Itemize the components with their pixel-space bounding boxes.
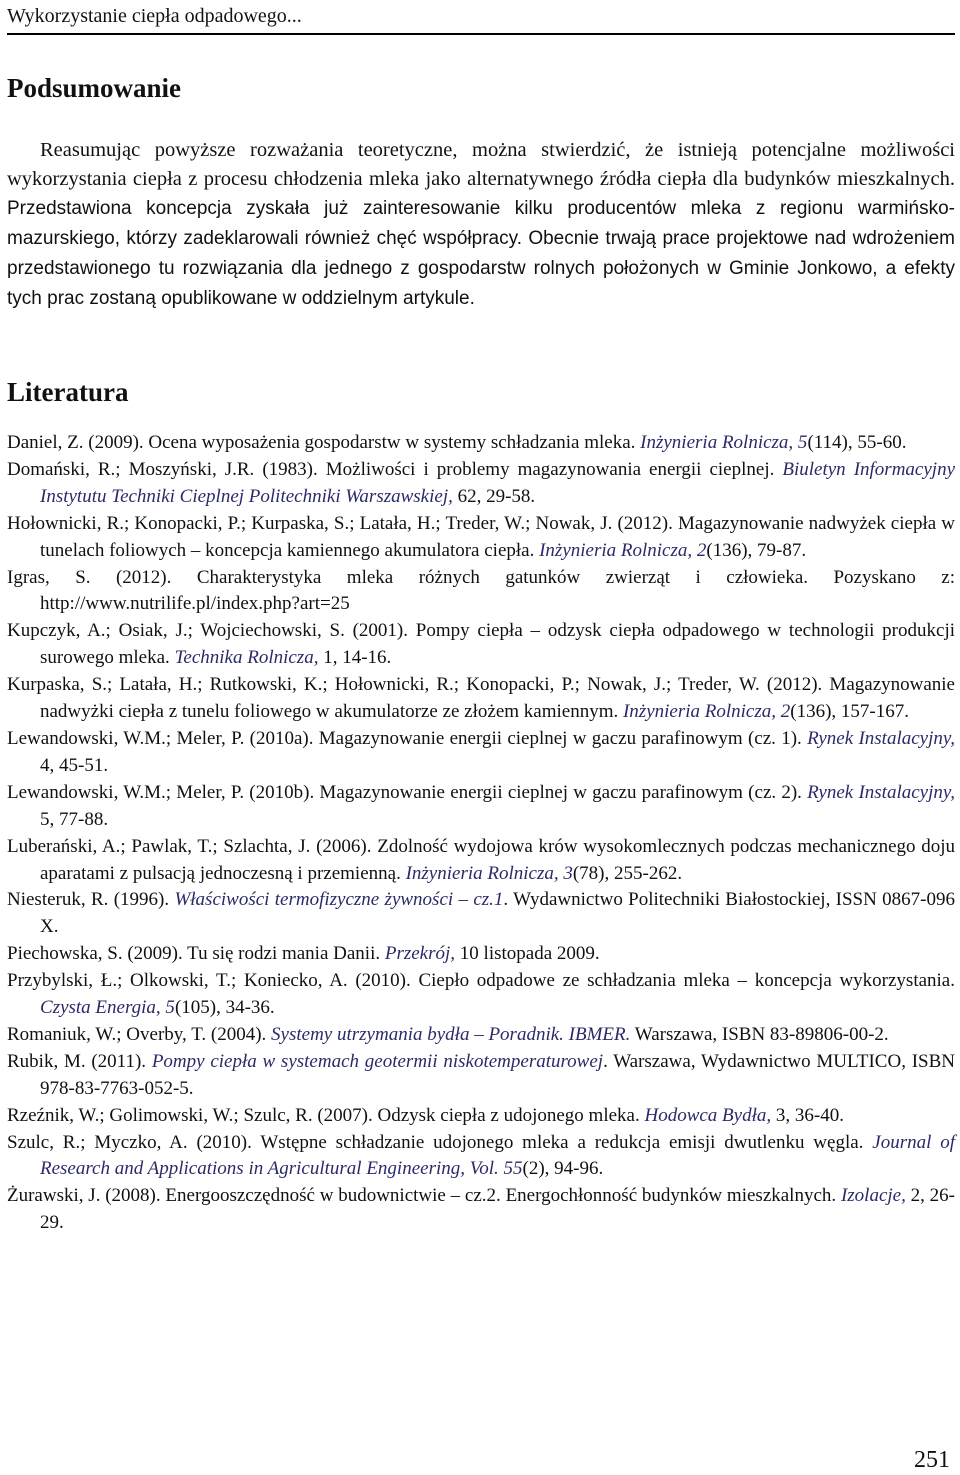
reference-details: 5, 77-88. xyxy=(40,808,109,830)
reference-source: Inżynieria Rolnicza, 3 xyxy=(405,862,573,884)
reference-item xyxy=(7,1183,955,1237)
reference-source: Rynek Instalacyjny, xyxy=(807,727,955,749)
reference-source: Przekrój, xyxy=(384,943,456,965)
reference-source: Hodowca Bydła, xyxy=(644,1104,772,1126)
reference-source: Journal of Research and Applications in Agricultural Engineering, Vol. 55 xyxy=(40,1131,955,1180)
reference-text: Piechowska, S. (2009). Tu się rodzi mania Danii. xyxy=(7,943,385,965)
reference-source: Inżynieria Rolnicza, 5 xyxy=(640,432,808,453)
reference-text: Luberański, A.; Pawlak, T.; Szlachta, J. (2006). Zdolność wydojowa krów wysokomlecznych podczas mechanicznego doju aparatami z pulsacją jednoczesną i przemienną. xyxy=(7,835,955,884)
reference-item xyxy=(7,780,955,834)
reference-item xyxy=(7,457,955,511)
reference-source: Pompy ciepła w systemach geotermii niskotemperaturowej xyxy=(151,1050,604,1072)
reference-item xyxy=(7,565,955,619)
reference-source: Izolacje, xyxy=(840,1185,906,1207)
reference-item xyxy=(7,887,955,941)
reference-text: Kurpaska, S.; Latała, H.; Rutkowski, K.; Hołownicki, R.; Konopacki, P.; Nowak, J.; Treder, W. (2012). Magazynowanie nadwyżki ciepła z tunelu foliowego w akumulatorze ze złożem kamiennym. xyxy=(7,674,955,723)
reference-text: Romaniuk, W.; Overby, T. (2004). xyxy=(7,1023,272,1045)
reference-details: (78), 255-262. xyxy=(572,862,683,884)
reference-item xyxy=(7,618,955,672)
reference-text: Rzeźnik, W.; Golimowski, W.; Szulc, R. (2007). Odzysk ciepła z udojonego mleka. xyxy=(7,1104,645,1126)
reference-source: Inżynieria Rolnicza, 2 xyxy=(622,701,791,723)
reference-details: (136), 157-167. xyxy=(790,701,909,723)
reference-text: Szulc, R.; Myczko, A. (2010). Wstępne schładzanie udojonego mleka a redukcja emisji dwutlenku węgla. xyxy=(7,1131,873,1153)
reference-item xyxy=(7,1022,955,1049)
reference-text: Rubik, M. (2011). xyxy=(7,1050,152,1072)
reference-item xyxy=(7,1049,955,1103)
reference-text: Domański, R.; Moszyński, J.R. (1983). Możliwości i problemy magazynowania energii cieplnej. xyxy=(7,458,783,480)
reference-source: Właściwości termofizyczne żywności – cz.1 xyxy=(174,889,504,911)
reference-item xyxy=(7,672,955,726)
reference-source: Rynek Instalacyjny, xyxy=(807,781,955,803)
reference-text: Hołownicki, R.; Konopacki, P.; Kurpaska, S.; Latała, H.; Treder, W.; Nowak, J. (2012). Magazynowanie nadwyżek ciepła w tunelach foliowych – koncepcja kamiennego akumulatora ciepła. xyxy=(7,512,955,561)
reference-item xyxy=(7,511,955,565)
reference-details: Warszawa, ISBN 83-89806-00-2. xyxy=(630,1023,889,1045)
page-number: 251 xyxy=(914,1447,950,1473)
running-title: Wykorzystanie ciepła odpadowego... xyxy=(7,3,955,35)
reference-item xyxy=(7,726,955,780)
reference-details: 10 listopada 2009. xyxy=(455,943,600,965)
reference-item xyxy=(7,1130,955,1184)
reference-item xyxy=(7,1103,955,1130)
reference-text: Daniel, Z. (2009). Ocena wyposażenia gospodarstw w systemy schładzania mleka. xyxy=(7,432,641,453)
reference-source: Technika Rolnicza, xyxy=(174,647,319,669)
summary-sentence-2: Przedstawiona koncepcja zyskała już zainteresowanie kilku producentów mleka z regionu warmińsko-mazurskiego, którzy zadeklarowali również chęć współpracy. xyxy=(7,198,955,250)
reference-details: (2), 94-96. xyxy=(522,1158,604,1180)
reference-item xyxy=(7,968,955,1022)
reference-source: Systemy utrzymania bydła – Poradnik. IBMER. xyxy=(271,1023,631,1045)
reference-details: 4, 45-51. xyxy=(40,754,109,776)
reference-text: Lewandowski, W.M.; Meler, P. (2010b). Magazynowanie energii cieplnej w gaczu parafinowym (cz. 2). xyxy=(7,781,808,803)
reference-source: Czysta Energia, 5 xyxy=(40,997,175,1019)
reference-details: (136), 79-87. xyxy=(706,539,807,561)
reference-source: Biuletyn Informacyjny Instytutu Techniki Cieplnej Politechniki Warszawskiej, xyxy=(40,458,955,507)
summary-sentence-1: Reasumując powyższe rozważania teoretyczne, można stwierdzić, że istnieją potencjalne możliwości wykorzystania ciepła z procesu chłodzenia mleka jako alternatywnego źródła ciepła dla budynków mieszkalnych. xyxy=(7,139,955,190)
reference-text: Lewandowski, W.M.; Meler, P. (2010a). Magazynowanie energii cieplnej w gaczu parafinowym (cz. 1). xyxy=(7,727,808,749)
reference-list xyxy=(7,430,955,1237)
literature-heading: Literatura xyxy=(7,377,129,407)
reference-details: (105), 34-36. xyxy=(174,997,275,1019)
reference-item xyxy=(7,834,955,888)
reference-item xyxy=(7,941,955,968)
reference-details: . Wydawnictwo Politechniki Białostockiej, ISSN 0867-096 X. xyxy=(40,889,955,938)
reference-text: Niesteruk, R. (1996). xyxy=(7,889,175,911)
reference-details: 62, 29-58. xyxy=(452,485,536,507)
reference-details: (114), 55-60. xyxy=(807,432,907,453)
reference-details: 2, 26-29. xyxy=(40,1185,955,1234)
reference-text: Żurawski, J. (2008). Energooszczędność w budownictwie – cz.2. Energochłonność budynków mieszkalnych. xyxy=(7,1185,841,1207)
reference-item xyxy=(7,430,955,457)
reference-text: Przybylski, Ł.; Olkowski, T.; Koniecko, A. (2010). Ciepło odpadowe ze schładzania mleka – koncepcja wykorzystania. xyxy=(7,970,955,992)
reference-details: . Warszawa, Wydawnictwo MULTICO, ISBN 978-83-7763-052-5. xyxy=(40,1050,955,1099)
reference-details: 3, 36-40. xyxy=(771,1104,844,1126)
summary-heading: Podsumowanie xyxy=(7,73,182,103)
reference-source: Inżynieria Rolnicza, 2 xyxy=(539,539,707,561)
reference-details: 1, 14-16. xyxy=(318,647,392,669)
reference-text: Igras, S. (2012). Charakterystyka mleka różnych gatunków zwierząt i człowieka. Pozyskano z: http://www.nutrilife.pl/index.php?art=25 xyxy=(7,566,955,615)
summary-paragraph xyxy=(7,136,955,313)
summary-sentence-3: Obecnie trwają prace projektowe nad wdrożeniem przedstawionego tu rozwiązania dla jednego z gospodarstw rolnych położonych w Gminie Jonkowo, a efekty tych prac zostaną opublikowane w oddzielnym artykule. xyxy=(7,228,955,309)
reference-text: Kupczyk, A.; Osiak, J.; Wojciechowski, S. (2001). Pompy ciepła – odzysk ciepła odpadowego w technologii produkcji surowego mleka. xyxy=(7,620,955,669)
